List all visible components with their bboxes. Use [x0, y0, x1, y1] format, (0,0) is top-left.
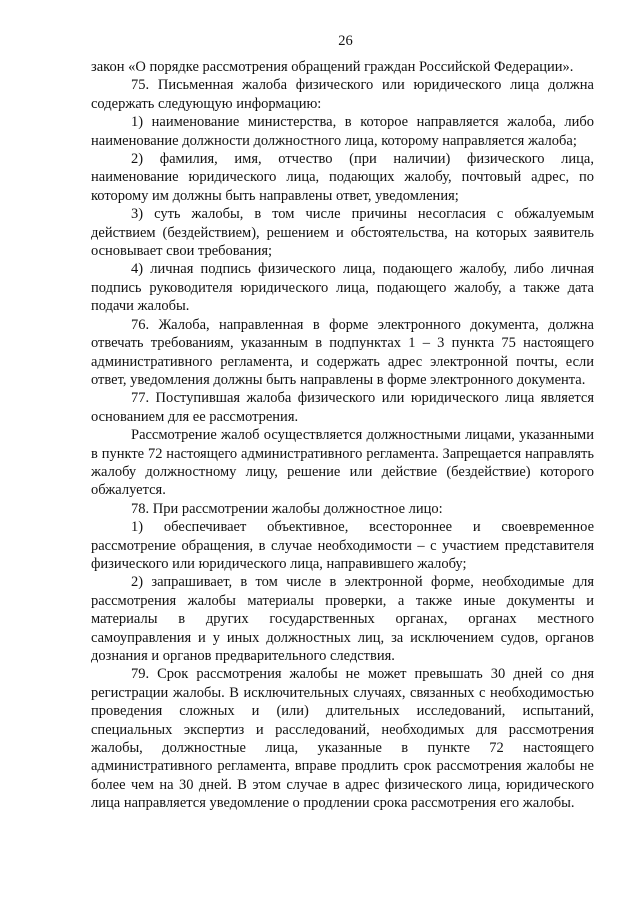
paragraph-78-item-1: 1) обеспечивает объективное, всестороннее и своевременное рассмотрение обращения, в случае необходимости – с участием представителя физического или юридического лица, направившего жалобу; [91, 519, 594, 572]
paragraph-75-item-1: 1) наименование министерства, в которое направляется жалоба, либо наименование должности должностного лица, которому направляется жалоба; [91, 114, 594, 149]
paragraph-76: 76. Жалоба, направленная в форме электронного документа, должна отвечать требованиям, указанным в подпунктах 1 – 3 пункта 75 настоящего административного регламента, и содержать адрес электронной почты, если ответ, уведомления должны быть направлены в форме электронного документа. [91, 316, 594, 388]
paragraph-77: 77. Поступившая жалоба физического или юридического лица является основанием для ее рассмотрения. [91, 390, 594, 425]
paragraph-78: 78. При рассмотрении жалобы должностное лицо: [131, 500, 443, 517]
paragraph-79: 79. Срок рассмотрения жалобы не может превышать 30 дней со дня регистрации жалобы. В исключительных случаях, связанных с необходимостью проведения сложных и (или) длительных исследований, испытаний, специальных экспертиз и расследований, необходимых для рассмотрения жалобы, должностные лица, указанные в пункте 72 настоящего административного регламента, вправе продлить срок рассмотрения жалобы не более чем на 30 дней. В этом случае в адрес физического лица, юридического лица направляется уведомление о продлении срока рассмотрения его жалобы. [91, 666, 594, 812]
paragraph-75-item-2: 2) фамилия, имя, отчество (при наличии) физического лица, наименование юридического лица, подающих жалобу, почтовый адрес, по которому им должны быть направлены ответ, уведомления; [91, 151, 594, 204]
page-number: 26 [338, 33, 353, 49]
paragraph-law-reference: закон «О порядке рассмотрения обращений граждан Российской Федерации». [91, 59, 574, 75]
paragraph-75-item-4: 4) личная подпись физического лица, подающего жалобу, либо личная подпись руководителя юридического лица, подающего жалобу, а также дата подачи жалобы. [91, 261, 594, 315]
paragraph-77-continued: Рассмотрение жалоб осуществляется должностными лицами, указанными в пункте 72 настоящего административного регламента. Запрещается направлять жалобу должностному лицу, решение или действие (бездействие) которого обжалуется. [91, 427, 594, 499]
paragraph-78-item-2: 2) запрашивает, в том числе в электронной форме, необходимые для рассмотрения жалобы материалы проверки, а также иные документы и материалы в других государственных органах, органах местного самоуправления и у иных должностных лиц, за исключением судов, органов дознания и органов предварительного следствия. [91, 574, 594, 664]
paragraph-75: 75. Письменная жалоба физического или юридического лица должна содержать следующую информацию: [91, 77, 594, 112]
paragraph-75-item-3: 3) суть жалобы, в том числе причины несогласия с обжалуемым действием (бездействием), решением и обстоятельства, на которых заявитель основывает свои требования; [91, 206, 594, 260]
document-page [91, 32, 594, 813]
